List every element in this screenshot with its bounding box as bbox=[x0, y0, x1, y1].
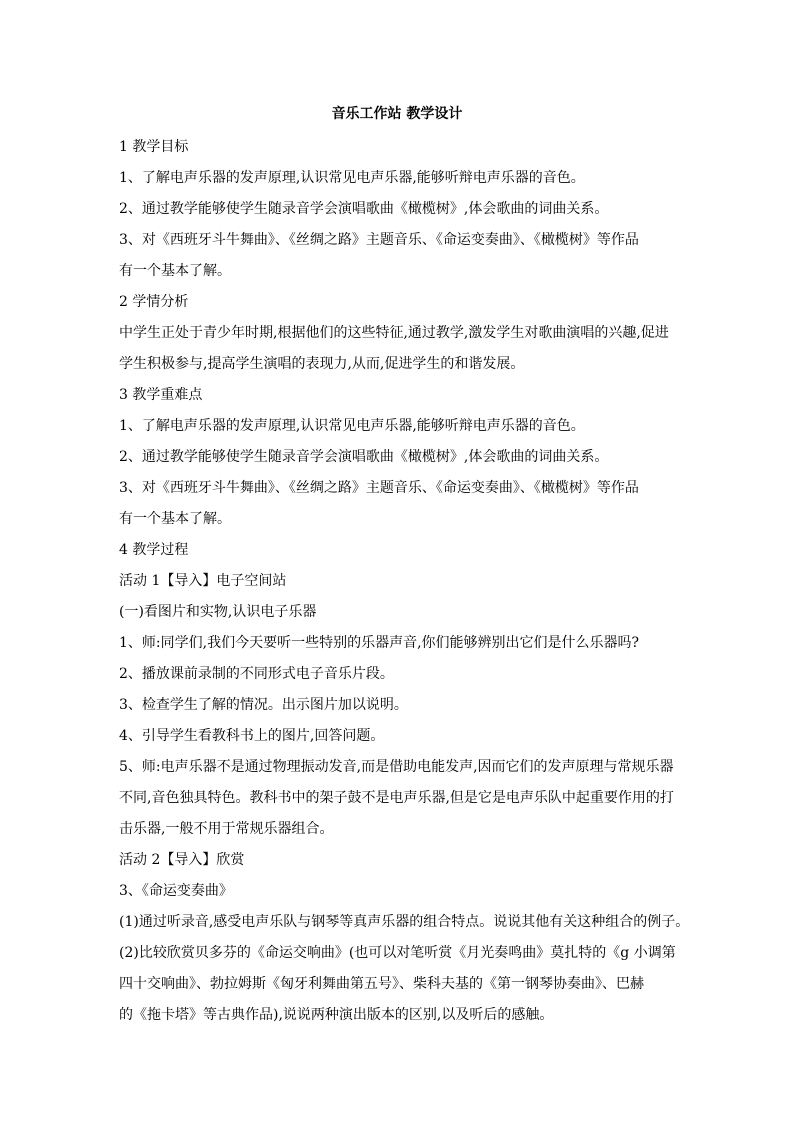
activity-heading: 活动 1【导入】电子空间站 bbox=[119, 573, 287, 589]
paragraph-line: 2、播放课前录制的不同形式电子音乐片段。 bbox=[119, 666, 394, 682]
section-heading-key-points: 3 教学重难点 bbox=[119, 387, 203, 403]
section-heading-objectives: 1 教学目标 bbox=[119, 139, 189, 155]
paragraph-line: 有一个基本了解。 bbox=[119, 511, 231, 527]
paragraph-line: 3、对《西班牙斗牛舞曲》、《丝绸之路》主题音乐、《命运变奏曲》、《橄榄树》等作品 bbox=[119, 232, 639, 248]
paragraph-line: 3、《命运变奏曲》 bbox=[119, 883, 233, 899]
paragraph-line: 1、了解电声乐器的发声原理,认识常见电声乐器,能够听辩电声乐器的音色。 bbox=[119, 418, 585, 434]
paragraph-line: 3、检查学生了解的情况。出示图片加以说明。 bbox=[119, 697, 408, 713]
paragraph-line: (2)比较欣赏贝多芬的《命运交响曲》(也可以对笔听赏《月光奏鸣曲》莫扎特的《g 小调第 bbox=[119, 945, 676, 961]
paragraph-line: 中学生正处于青少年时期,根据他们的这些特征,通过教学,激发学生对歌曲演唱的兴趣,促进 bbox=[119, 325, 669, 341]
paragraph-line: (一)看图片和实物,认识电子乐器 bbox=[119, 604, 317, 620]
paragraph-line: 四十交响曲》、勃拉姆斯《匈牙利舞曲第五号》、柴科夫基的《第一钢琴协奏曲》、巴赫 bbox=[119, 976, 644, 992]
paragraph-line: 学生积极参与,提高学生演唱的表现力,从而,促进学生的和谐发展。 bbox=[119, 356, 525, 372]
section-heading-analysis: 2 学情分析 bbox=[119, 294, 189, 310]
paragraph-line: 2、通过教学能够使学生随录音学会演唱歌曲《橄榄树》,体会歌曲的词曲关系。 bbox=[119, 201, 609, 217]
document-title: 音乐工作站 教学设计 bbox=[331, 106, 463, 122]
paragraph-line: 2、通过教学能够使学生随录音学会演唱歌曲《橄榄树》,体会歌曲的词曲关系。 bbox=[119, 449, 609, 465]
paragraph-line: 不同,音色独具特色。教科书中的架子鼓不是电声乐器,但是它是电声乐队中起重要作用的打 bbox=[119, 790, 674, 806]
document-body bbox=[119, 132, 690, 1031]
section-heading-process: 4 教学过程 bbox=[119, 542, 189, 558]
activity-heading: 活动 2【导入】欣赏 bbox=[119, 852, 245, 868]
paragraph-line: 击乐器,一般不用于常规乐器组合。 bbox=[119, 821, 334, 837]
paragraph-line: 的《拖卡塔》等古典作品),说说两种演出版本的区别,以及听后的感触。 bbox=[119, 1007, 554, 1023]
paragraph-line: 有一个基本了解。 bbox=[119, 263, 231, 279]
paragraph-line: 5、师:电声乐器不是通过物理振动发音,而是借助电能发声,因而它们的发声原理与常规乐器 bbox=[119, 759, 674, 775]
paragraph-line: (1)通过听录音,感受电声乐队与钢琴等真声乐器的组合特点。说说其他有关这种组合的例子。 bbox=[119, 914, 690, 930]
paragraph-line: 3、对《西班牙斗牛舞曲》、《丝绸之路》主题音乐、《命运变奏曲》、《橄榄树》等作品 bbox=[119, 480, 639, 496]
paragraph-line: 1、师:同学们,我们今天要听一些特别的乐器声音,你们能够辨别出它们是什么乐器吗? bbox=[119, 635, 640, 651]
paragraph-line: 1、了解电声乐器的发声原理,认识常见电声乐器,能够听辩电声乐器的音色。 bbox=[119, 170, 585, 186]
paragraph-line: 4、引导学生看教科书上的图片,回答问题。 bbox=[119, 728, 385, 744]
